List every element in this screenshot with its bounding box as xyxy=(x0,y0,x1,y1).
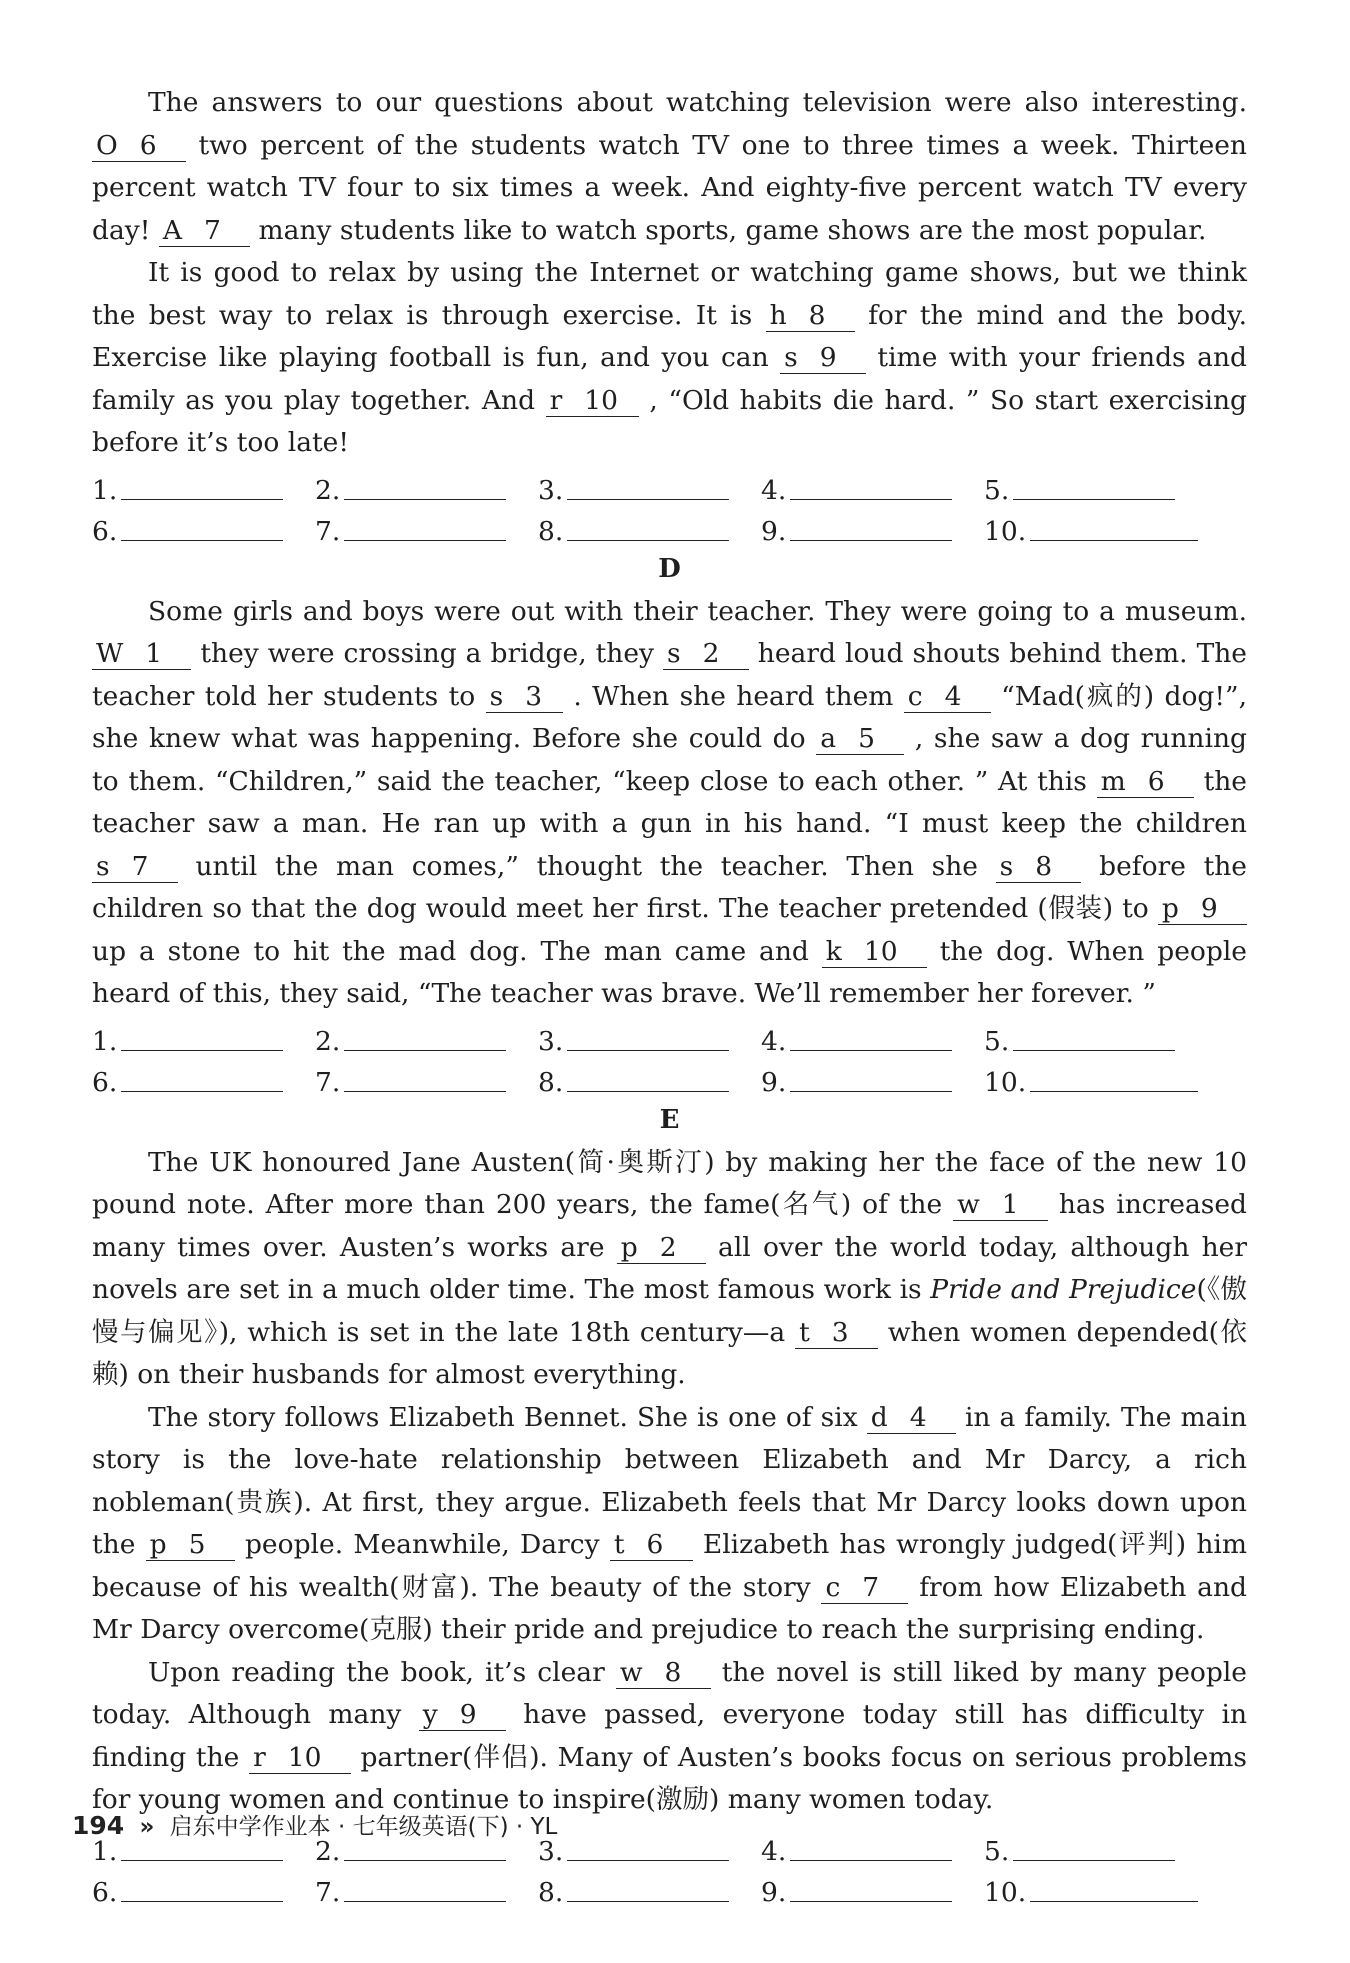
blank-hint-letter: k xyxy=(825,935,842,967)
answer-line[interactable] xyxy=(790,498,952,500)
answer-item[interactable] xyxy=(984,1067,1207,1098)
blank-number: 9 xyxy=(459,1699,477,1730)
answer-item[interactable] xyxy=(761,475,984,506)
blank-number: 6 xyxy=(139,129,157,161)
text: . When she heard them xyxy=(562,680,904,712)
blank-hint-letter: y xyxy=(422,1699,438,1730)
blank-hint-letter: s xyxy=(489,680,504,712)
answer-item[interactable] xyxy=(315,475,538,506)
answer-item[interactable] xyxy=(761,1026,984,1057)
answer-label: 3. xyxy=(538,1835,564,1867)
blank-number: 6 xyxy=(646,1529,664,1560)
blank-number: 8 xyxy=(1035,850,1053,882)
text: from how Elizabeth and Mr Darcy overcome(克服) their pride and prejudice to reach the surprising ending. xyxy=(92,1571,1247,1645)
answer-label: 6. xyxy=(92,1876,118,1908)
blank-hint-letter: p xyxy=(620,1231,638,1263)
text: people. Meanwhile, Darcy xyxy=(234,1529,610,1560)
answer-label: 10. xyxy=(984,515,1027,547)
blank-number: 10 xyxy=(863,935,898,967)
answer-item[interactable] xyxy=(761,1067,984,1098)
blank-9[interactable] xyxy=(780,343,866,374)
answer-label: 7. xyxy=(315,1876,341,1908)
text: for the mind and the body. Exercise like playing football is fun, and you can xyxy=(92,299,1248,373)
answer-item[interactable] xyxy=(315,1877,538,1908)
blank-hint-letter: p xyxy=(149,1529,167,1560)
answer-label: 5. xyxy=(984,1025,1010,1057)
answer-label: 1. xyxy=(92,474,118,506)
answer-label: 4. xyxy=(761,474,787,506)
blank-7[interactable] xyxy=(92,852,178,883)
blank-hint-letter: r xyxy=(549,384,563,416)
answer-line[interactable] xyxy=(344,498,506,500)
blank-number: 2 xyxy=(659,1231,677,1263)
page-footer xyxy=(72,1808,557,1841)
blank-number: 6 xyxy=(1147,765,1165,797)
answer-item[interactable] xyxy=(984,1836,1207,1867)
blank-hint-letter: s xyxy=(999,850,1014,882)
answer-line[interactable] xyxy=(790,1900,952,1902)
text: Elizabeth has wrongly judged(评判) him because of his wealth(财富). The beauty of the story xyxy=(92,1529,1247,1603)
text: until the man comes,” thought the teacher. Then she xyxy=(177,850,996,882)
blank-number: 10 xyxy=(287,1741,322,1773)
answer-item[interactable] xyxy=(761,1877,984,1908)
blank-1[interactable] xyxy=(953,1190,1048,1221)
blank-number: 4 xyxy=(909,1401,927,1433)
passage-e-paragraph-3 xyxy=(92,1652,1247,1822)
text: partner(伴侣). Many of Austen’s books focus on serious problems for young women and continue to inspire(激励) many women today. xyxy=(92,1741,1247,1815)
answer-line[interactable] xyxy=(567,1049,729,1051)
text: two percent of the students watch TV one to three times a week. Thirteen percent watch TV four to six times a week. And eighty-five percent watch TV every day! xyxy=(92,129,1247,246)
blank-7[interactable] xyxy=(159,216,250,247)
answer-label: 8. xyxy=(538,1876,564,1908)
answer-row xyxy=(92,465,1247,506)
answer-line[interactable] xyxy=(1013,1049,1175,1051)
answer-item[interactable] xyxy=(92,516,315,547)
blank-hint-letter: w xyxy=(619,1656,643,1688)
answer-label: 9. xyxy=(761,1066,787,1098)
text: The UK honoured Jane Austen(简·奥斯汀) by making her the face of the new 10 pound note. After more than 200 years, the fame(名气) of the xyxy=(92,1146,1247,1220)
answer-item[interactable] xyxy=(984,475,1207,506)
answer-item[interactable] xyxy=(538,1836,761,1867)
blank-number: 1 xyxy=(145,638,163,669)
text: the novel is still liked by many people today. Although many xyxy=(92,1656,1247,1730)
answer-label: 4. xyxy=(761,1025,787,1057)
blank-hint-letter: W xyxy=(96,638,124,669)
blank-number: 8 xyxy=(664,1656,682,1688)
answer-line[interactable] xyxy=(121,1090,283,1092)
answer-label: 6. xyxy=(92,1066,118,1098)
answer-label: 7. xyxy=(315,1066,341,1098)
blank-6[interactable] xyxy=(92,131,186,162)
text: before the children so that the dog would meet her first. The teacher pretended (假装) to xyxy=(92,850,1247,924)
answer-item[interactable] xyxy=(315,1067,538,1098)
text: (《傲慢与偏见》), which is set in the late 18th century—a xyxy=(92,1274,1247,1348)
blank-10[interactable] xyxy=(249,1743,351,1774)
answer-line[interactable] xyxy=(1030,1900,1198,1902)
blank-hint-letter: m xyxy=(1100,765,1126,797)
answer-label: 5. xyxy=(984,474,1010,506)
answer-label: 3. xyxy=(538,1025,564,1057)
answer-line[interactable] xyxy=(121,498,283,500)
blank-hint-letter: c xyxy=(825,1571,841,1603)
blank-9[interactable] xyxy=(419,1700,506,1731)
text: , she saw a dog running to them. “Children,” said the teacher, “keep close to each other. ” At this xyxy=(92,723,1248,797)
answer-line[interactable] xyxy=(567,1090,729,1092)
blank-hint-letter: h xyxy=(769,299,787,331)
answer-row xyxy=(92,1016,1247,1057)
text: up a stone to hit the mad dog. The man came and xyxy=(92,935,822,967)
text: heard loud shouts behind them. The teacher told her students to xyxy=(92,638,1247,712)
blank-5[interactable] xyxy=(146,1530,235,1561)
answer-line[interactable] xyxy=(344,1049,506,1051)
blank-number: 7 xyxy=(203,214,221,246)
text: the dog. When people heard of this, they said, “The teacher was brave. We’ll remember her forever. ” xyxy=(92,935,1247,1009)
blank-10[interactable] xyxy=(546,386,639,417)
answer-line[interactable] xyxy=(1013,498,1175,500)
blank-number: 9 xyxy=(1200,893,1218,924)
answer-line[interactable] xyxy=(567,1900,729,1902)
answer-label: 2. xyxy=(315,1835,341,1867)
passage-d-paragraph xyxy=(92,591,1247,1016)
text: It is good to relax by using the Internet or watching game shows, but we think the best way to relax is through exercise. It is xyxy=(92,257,1247,331)
blank-2[interactable] xyxy=(617,1233,706,1264)
answer-item[interactable] xyxy=(315,516,538,547)
blank-4[interactable] xyxy=(904,682,991,713)
section-title-d: D xyxy=(658,553,681,584)
text: have passed, everyone today still has difficulty in finding the xyxy=(92,1699,1248,1773)
answer-label: 1. xyxy=(92,1025,118,1057)
blank-3[interactable] xyxy=(795,1318,878,1349)
answer-label: 2. xyxy=(315,474,341,506)
answer-label: 5. xyxy=(984,1835,1010,1867)
passage-c-paragraph-1 xyxy=(92,82,1247,252)
blank-9[interactable] xyxy=(1158,894,1247,925)
chevron-right-icon: » xyxy=(139,1814,155,1840)
answer-label: 2. xyxy=(315,1025,341,1057)
blank-8[interactable] xyxy=(616,1658,711,1689)
blank-3[interactable] xyxy=(486,682,563,713)
blank-number: 2 xyxy=(702,638,720,669)
blank-number: 5 xyxy=(858,723,875,754)
blank-8[interactable] xyxy=(996,852,1082,883)
blank-hint-letter: A xyxy=(162,214,182,246)
answer-item[interactable] xyxy=(538,1877,761,1908)
blank-number: 5 xyxy=(188,1529,206,1560)
answer-label: 6. xyxy=(92,515,118,547)
text: “Mad(疯的) dog!”, she knew what was happening. Before she could do xyxy=(92,680,1247,754)
passage-c-paragraph-2 xyxy=(92,252,1247,465)
answer-label: 9. xyxy=(761,515,787,547)
answer-item[interactable] xyxy=(92,1067,315,1098)
blank-hint-letter: O xyxy=(96,129,118,161)
answer-label: 3. xyxy=(538,474,564,506)
answer-item[interactable] xyxy=(538,1067,761,1098)
page-number: 194 xyxy=(72,1811,125,1840)
blank-number: 4 xyxy=(944,680,962,712)
answer-label: 8. xyxy=(538,515,564,547)
section-title-e: E xyxy=(659,1104,680,1135)
blank-hint-letter: c xyxy=(907,680,923,712)
answer-item[interactable] xyxy=(92,475,315,506)
text: the teacher saw a man. He ran up with a gun in his hand. “I must keep the children xyxy=(92,765,1247,839)
answer-label: 9. xyxy=(761,1876,787,1908)
text: they were crossing a bridge, they xyxy=(191,638,664,669)
answer-line[interactable] xyxy=(344,1090,506,1092)
blank-hint-letter: s xyxy=(667,638,681,669)
answer-line[interactable] xyxy=(790,1859,952,1861)
answer-label: 1. xyxy=(92,1835,118,1867)
answer-line[interactable] xyxy=(121,1049,283,1051)
blank-8[interactable] xyxy=(766,301,855,332)
blank-number: 7 xyxy=(862,1571,880,1603)
answer-label: 4. xyxy=(761,1835,787,1867)
answer-item[interactable] xyxy=(984,1877,1207,1908)
blank-number: 7 xyxy=(131,850,149,882)
book-title: Pride and Prejudice xyxy=(930,1274,1197,1305)
blank-6[interactable] xyxy=(1097,767,1194,798)
answer-line[interactable] xyxy=(567,498,729,500)
answer-line[interactable] xyxy=(790,539,952,541)
text: all over the world today, although her novels are set in a much older time. The most famous work is xyxy=(92,1231,1247,1305)
answer-line[interactable] xyxy=(121,1859,283,1861)
answer-line[interactable] xyxy=(1013,1859,1175,1861)
answer-line[interactable] xyxy=(1030,539,1198,541)
text: , “Old habits die hard. ” So start exercising before it’s too late! xyxy=(92,384,1248,458)
text: when women depended(依赖) on their husbands for almost everything. xyxy=(92,1316,1247,1390)
blank-hint-letter: s xyxy=(96,850,110,882)
answer-row xyxy=(92,1057,1247,1098)
blank-7[interactable] xyxy=(821,1573,908,1604)
blank-hint-letter: w xyxy=(957,1189,980,1220)
answer-label: 10. xyxy=(984,1066,1027,1098)
answer-line[interactable] xyxy=(567,539,729,541)
blank-hint-letter: t xyxy=(613,1529,625,1560)
answer-item[interactable] xyxy=(761,1836,984,1867)
answer-item[interactable] xyxy=(538,1026,761,1057)
blank-10[interactable] xyxy=(822,937,927,968)
answer-label: 7. xyxy=(315,515,341,547)
text: time with your friends and family as you play together. And xyxy=(92,342,1247,416)
answer-line[interactable] xyxy=(344,1900,506,1902)
answer-item[interactable] xyxy=(92,1877,315,1908)
answer-item[interactable] xyxy=(538,475,761,506)
answer-line[interactable] xyxy=(344,539,506,541)
passage-e-paragraph-2 xyxy=(92,1397,1247,1652)
blank-hint-letter: p xyxy=(1161,893,1179,924)
answer-label: 8. xyxy=(538,1066,564,1098)
answer-item[interactable] xyxy=(92,1026,315,1057)
blank-hint-letter: a xyxy=(820,723,837,754)
answer-label: 10. xyxy=(984,1876,1027,1908)
blank-number: 3 xyxy=(831,1316,849,1348)
blank-6[interactable] xyxy=(610,1530,693,1561)
blank-5[interactable] xyxy=(816,724,904,755)
answer-row xyxy=(92,1867,1247,1908)
answer-line[interactable] xyxy=(121,539,283,541)
blank-hint-letter: s xyxy=(784,342,798,373)
blank-hint-letter: r xyxy=(253,1741,266,1773)
blank-hint-letter: t xyxy=(799,1316,810,1348)
answer-item[interactable] xyxy=(984,516,1207,547)
answer-line[interactable] xyxy=(790,1090,952,1092)
answer-line[interactable] xyxy=(790,1049,952,1051)
blank-number: 8 xyxy=(808,299,826,331)
blank-hint-letter: d xyxy=(870,1401,888,1433)
answer-item[interactable] xyxy=(984,1026,1207,1057)
answer-row xyxy=(92,506,1247,547)
text: Some girls and boys were out with their teacher. They were going to a museum. xyxy=(148,595,1247,627)
blank-number: 9 xyxy=(819,342,837,373)
text: The story follows Elizabeth Bennet. She is one of six xyxy=(148,1401,867,1433)
answer-line[interactable] xyxy=(121,1900,283,1902)
blank-number: 1 xyxy=(1001,1189,1019,1220)
answer-item[interactable] xyxy=(315,1026,538,1057)
answer-lines-c xyxy=(92,465,1247,547)
blank-number: 10 xyxy=(584,384,618,416)
text: The answers to our questions about watching television were also interesting. xyxy=(148,87,1247,118)
blank-4[interactable] xyxy=(867,1403,956,1434)
blank-2[interactable] xyxy=(663,639,749,670)
text: Upon reading the book, it’s clear xyxy=(148,1656,616,1688)
text: has increased many times over. Austen’s works are xyxy=(92,1189,1248,1263)
text: in a family. The main story is the love-hate relationship between Elizabeth and Mr Darcy, a rich nobleman(贵族). At first, they argue. Elizabeth feels that Mr Darcy looks down upon the xyxy=(92,1401,1247,1560)
answer-line[interactable] xyxy=(567,1859,729,1861)
page-content xyxy=(92,82,1247,1908)
answer-lines-d xyxy=(92,1016,1247,1098)
blank-1[interactable] xyxy=(92,639,191,670)
answer-line[interactable] xyxy=(1030,1090,1198,1092)
text: many students like to watch sports, game shows are the most popular. xyxy=(250,214,1207,246)
book-title-footer: 启东中学作业本 · 七年级英语(下) · YL xyxy=(169,1814,558,1840)
answer-item[interactable] xyxy=(538,516,761,547)
passage-e-paragraph-1 xyxy=(92,1142,1247,1397)
blank-number: 3 xyxy=(525,680,543,712)
answer-line[interactable] xyxy=(344,1859,506,1861)
answer-item[interactable] xyxy=(761,516,984,547)
